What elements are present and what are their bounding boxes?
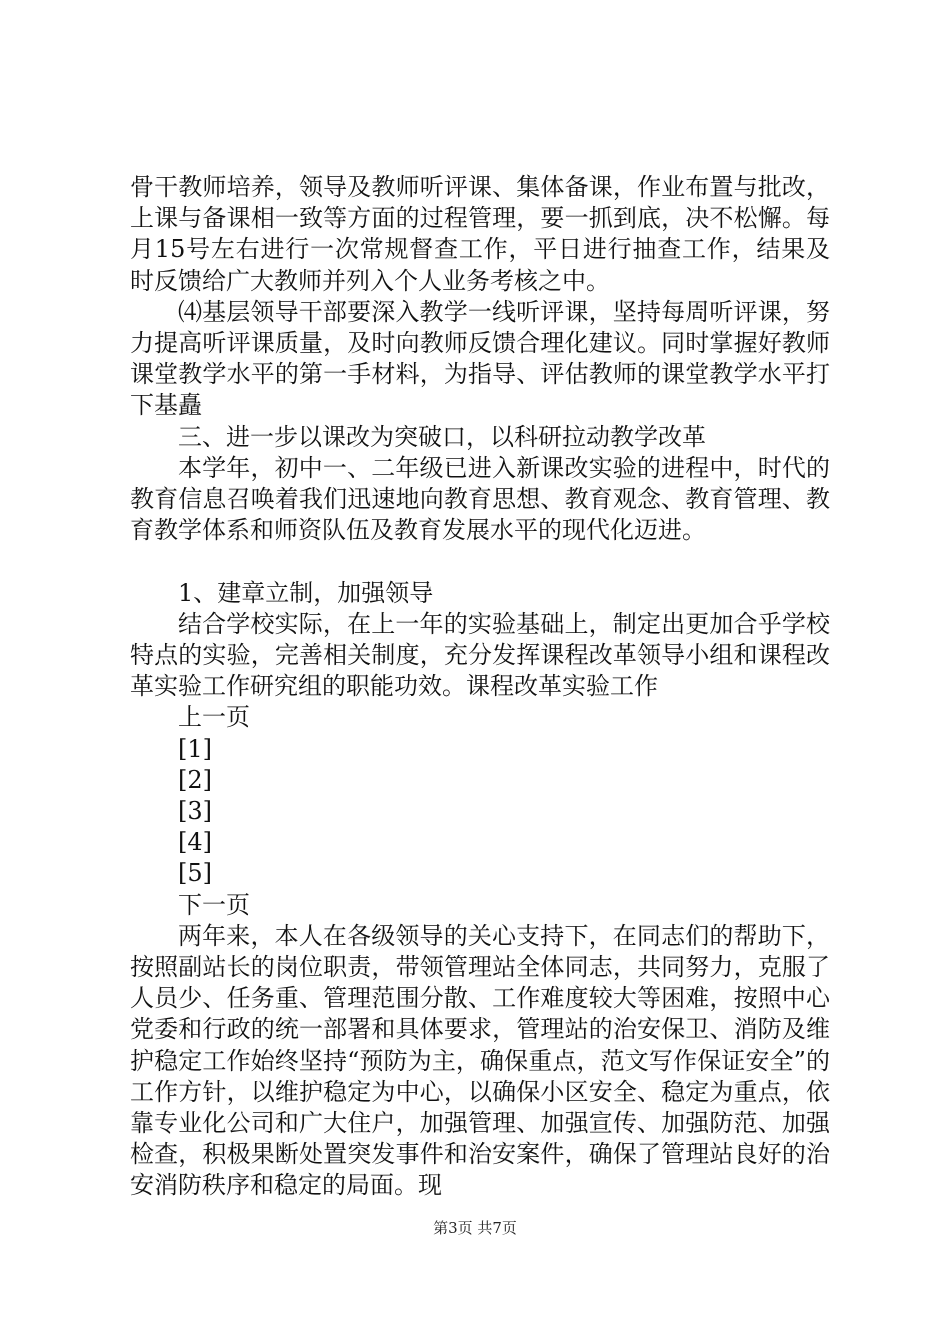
page-link-3[interactable]: [3]: [178, 797, 212, 826]
blank-line: [130, 546, 830, 577]
prev-page-link[interactable]: 上一页: [178, 703, 250, 732]
subheading-1: 1、建章立制，加强领导: [178, 578, 434, 607]
pagination-nav: [130, 702, 830, 920]
paragraph-item-4: ⑷基层领导干部要深入教学一线听评课，坚持每周听评课，努力提高听评课质量，及时向教师反馈合理化建议。同时掌握好教师课堂教学水平的第一手材料，为指导、评估教师的课堂教学水平打下基矗: [130, 297, 830, 420]
page-link-2[interactable]: [2]: [178, 765, 212, 794]
page-link-4[interactable]: [4]: [178, 828, 212, 857]
paragraph-work-summary: 两年来，本人在各级领导的关心支持下，在同志们的帮助下，按照副站长的岗位职责，带领管理站全体同志，共同努力，克服了人员少、任务重、管理范围分散、工作难度较大等困难，按照中心党委和行政的统一部署和具体要求，管理站的治安保卫、消防及维护稳定工作始终坚持“预防为主，确保重点，范文写作保证安全”的工作方针，以维护稳定为中心，以确保小区安全、稳定为重点，依靠专业化公司和广大住户，加强管理、加强宣传、加强防范、加强检查，积极果断处置突发事件和治安案件，确保了管理站良好的治安消防秩序和稳定的局面。现: [130, 921, 830, 1200]
page-link-1[interactable]: [1]: [178, 734, 212, 763]
section-heading-3: 三、进一步以课改为突破口，以科研拉动教学改革: [178, 422, 706, 451]
document-body: [130, 172, 830, 1202]
paragraph-curriculum-reform: 本学年，初中一、二年级已进入新课改实验的进程中，时代的教育信息召唤着我们迅速地向教育思想、教育观念、教育管理、教育教学体系和师资队伍及教育发展水平的现代化迈进。: [130, 453, 830, 545]
next-page-link[interactable]: 下一页: [178, 890, 250, 919]
paragraph-continued: 骨干教师培养，领导及教师听评课、集体备课，作业布置与批改，上课与备课相一致等方面的过程管理，要一抓到底，决不松懈。每月15号左右进行一次常规督查工作，平日进行抽查工作，结果及时反馈给广大教师并列入个人业务考核之中。: [130, 173, 830, 295]
paragraph-school-practice: 结合学校实际，在上一年的实验基础上，制定出更加合乎学校特点的实验，完善相关制度，充分发挥课程改革领导小组和课程改革实验工作研究组的职能功效。课程改革实验工作: [130, 609, 830, 701]
page-link-5[interactable]: [5]: [178, 859, 212, 888]
page-footer: 第3页 共7页: [433, 1219, 517, 1237]
